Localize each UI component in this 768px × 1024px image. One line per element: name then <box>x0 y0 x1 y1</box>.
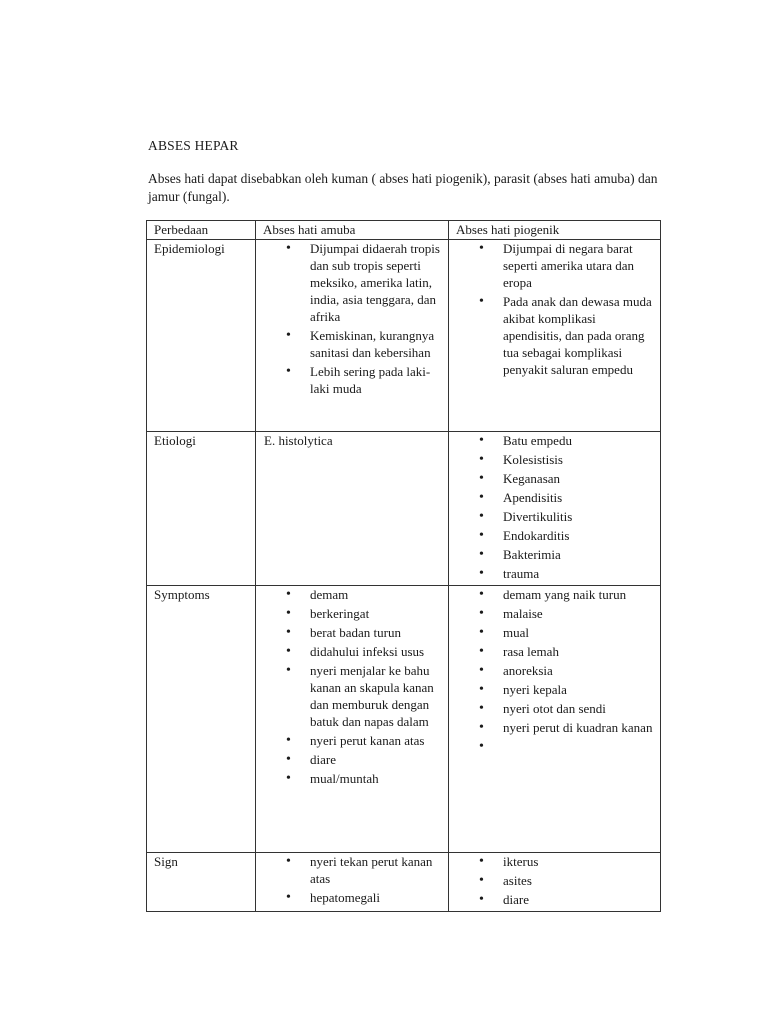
list-item: • Apendisitis <box>503 489 656 506</box>
list-item <box>503 738 656 755</box>
amuba-cell <box>256 432 449 586</box>
list-item: • nyeri perut di kuadran kanan <box>503 719 656 736</box>
list-item: • Pada anak dan dewasa muda akibat komplikasi apendisitis, dan pada orang tua sebagai komplikasi penyakit saluran empedu <box>503 293 656 378</box>
list-item: • nyeri tekan perut kanan atas <box>310 853 444 887</box>
list-item: • nyeri menjalar ke bahu kanan an skapula kanan dan memburuk dengan batuk dan napas dalam <box>310 662 444 730</box>
table-row-sign <box>147 853 661 912</box>
list-item: • Divertikulitis <box>503 508 656 525</box>
list-item: • demam <box>310 586 444 603</box>
list-item: • nyeri otot dan sendi <box>503 700 656 717</box>
table-row-etiologi <box>147 432 661 586</box>
piogenik-cell <box>449 586 661 853</box>
list-item: • Bakterimia <box>503 546 656 563</box>
bullet-list <box>263 586 444 787</box>
row-label: Epidemiologi <box>147 240 256 432</box>
intro-paragraph: Abses hati dapat disebabkan oleh kuman ( abses hati piogenik), parasit (abses hati amuba) dan jamur (fungal). <box>148 171 658 204</box>
piogenik-cell <box>449 240 661 432</box>
list-item: • hepatomegali <box>310 889 444 906</box>
bullet-list <box>456 853 656 908</box>
list-item: • berkeringat <box>310 605 444 622</box>
table-header-row <box>147 221 661 240</box>
comparison-table <box>146 220 661 912</box>
list-item: • Kemiskinan, kurangnya sanitasi dan kebersihan <box>310 327 444 361</box>
header-abses-hati-piogenik: Abses hati piogenik <box>449 221 661 240</box>
list-item: • Endokarditis <box>503 527 656 544</box>
amuba-etiology-text: E. histolytica <box>264 433 333 448</box>
list-item: • diare <box>310 751 444 768</box>
list-item: • rasa lemah <box>503 643 656 660</box>
table-row-symptoms <box>147 586 661 853</box>
bullet-list <box>263 240 444 397</box>
bullet-list <box>456 432 656 582</box>
amuba-cell <box>256 586 449 853</box>
list-item: • Kolesistisis <box>503 451 656 468</box>
row-label: Sign <box>147 853 256 912</box>
list-item: • mual <box>503 624 656 641</box>
list-item: • anoreksia <box>503 662 656 679</box>
list-item: • asites <box>503 872 656 889</box>
list-item: • nyeri kepala <box>503 681 656 698</box>
row-label: Etiologi <box>147 432 256 586</box>
list-item: • malaise <box>503 605 656 622</box>
list-item: • demam yang naik turun <box>503 586 656 603</box>
list-item: • trauma <box>503 565 656 582</box>
header-perbedaan: Perbedaan <box>147 221 256 240</box>
list-item: • mual/muntah <box>310 770 444 787</box>
list-item: • berat badan turun <box>310 624 444 641</box>
list-item: • Dijumpai di negara barat seperti amerika utara dan eropa <box>503 240 656 291</box>
list-item: • didahului infeksi usus <box>310 643 444 660</box>
list-item: • ikterus <box>503 853 656 870</box>
bullet-list <box>456 586 656 755</box>
bullet-list <box>263 853 444 906</box>
document-title: ABSES HEPAR <box>148 138 239 153</box>
table-row-epidemiologi <box>147 240 661 432</box>
header-abses-hati-amuba: Abses hati amuba <box>256 221 449 240</box>
list-item: • Keganasan <box>503 470 656 487</box>
amuba-cell <box>256 240 449 432</box>
piogenik-cell <box>449 853 661 912</box>
list-item: • nyeri perut kanan atas <box>310 732 444 749</box>
piogenik-cell <box>449 432 661 586</box>
list-item: • Batu empedu <box>503 432 656 449</box>
bullet-list <box>456 240 656 378</box>
list-item: • diare <box>503 891 656 908</box>
list-item: • Dijumpai didaerah tropis dan sub tropis seperti meksiko, amerika latin, india, asia tenggara, dan afrika <box>310 240 444 325</box>
list-item: • Lebih sering pada laki-laki muda <box>310 363 444 397</box>
row-label: Symptoms <box>147 586 256 853</box>
amuba-cell <box>256 853 449 912</box>
